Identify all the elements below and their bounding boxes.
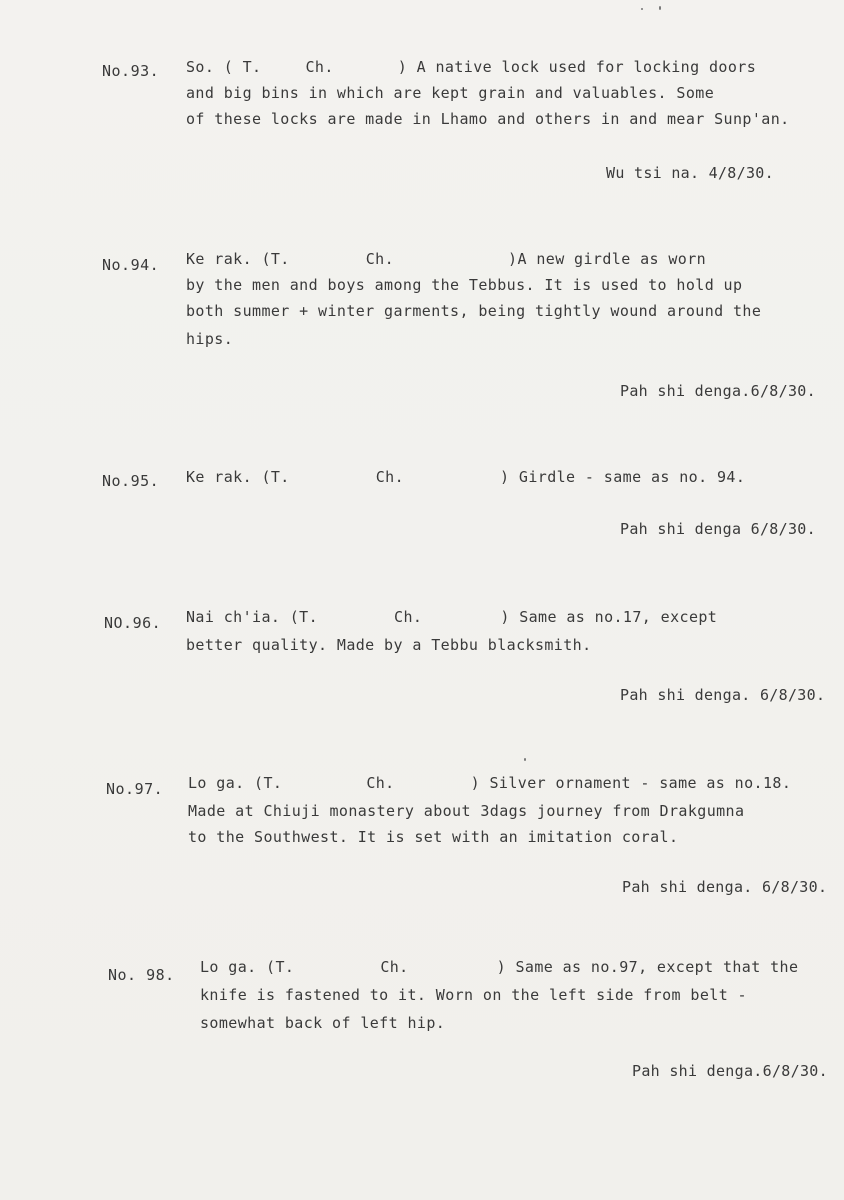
entry-line-1 bbox=[186, 608, 717, 626]
entry-line-3: somewhat back of left hip. bbox=[200, 1014, 446, 1032]
entry-number: No.97. bbox=[106, 780, 164, 798]
entry-line-1 bbox=[200, 958, 798, 976]
entry-number: No. 98. bbox=[108, 966, 175, 984]
paper-speck bbox=[641, 8, 643, 10]
entry-line-2: Made at Chiuji monastery about 3dags journey from Drakgumna bbox=[188, 802, 745, 820]
entry-name: Ke rak. (T. bbox=[186, 468, 290, 486]
entry-line-3: of these locks are made in Lhamo and others in and mear Sunp'an. bbox=[186, 110, 790, 128]
entry-description: )A new girdle as worn bbox=[508, 250, 707, 268]
entry-line-3: to the Southwest. It is set with an imitation coral. bbox=[188, 828, 679, 846]
entry-line-2: and big bins in which are kept grain and valuables. Some bbox=[186, 84, 715, 102]
entry-line-2: by the men and boys among the Tebbus. It is used to hold up bbox=[186, 276, 743, 294]
chinese-label: Ch. bbox=[365, 250, 395, 268]
entry-number: NO.96. bbox=[104, 614, 162, 632]
chinese-label: Ch. bbox=[305, 58, 334, 76]
entry-description: ) A native lock used for locking doors bbox=[397, 58, 757, 76]
entry-line-1 bbox=[186, 58, 756, 76]
entry-line-1 bbox=[186, 250, 706, 268]
paper-speck bbox=[524, 758, 526, 761]
chinese-label: Ch. bbox=[366, 774, 395, 792]
entry-line-2: knife is fastened to it. Worn on the left side from belt - bbox=[200, 986, 747, 1004]
entry-line-1 bbox=[186, 468, 745, 486]
entry-signature: Pah shi denga.6/8/30. bbox=[620, 382, 816, 400]
chinese-label: Ch. bbox=[394, 608, 423, 626]
entry-number: No.93. bbox=[102, 62, 160, 80]
entry-description: ) Same as no.17, except bbox=[500, 608, 718, 626]
entry-number: No.94. bbox=[102, 256, 160, 274]
entry-line-2: better quality. Made by a Tebbu blacksmith. bbox=[186, 636, 592, 654]
entry-line-3: both summer + winter garments, being tightly wound around the bbox=[186, 302, 762, 320]
entry-name: Ke rak. (T. bbox=[186, 250, 290, 268]
entry-description: ) Girdle - same as no. 94. bbox=[500, 468, 746, 486]
entry-signature: Pah shi denga. 6/8/30. bbox=[620, 686, 826, 704]
chinese-label: Ch. bbox=[380, 958, 409, 976]
entry-number: No.95. bbox=[102, 472, 160, 490]
paper-speck bbox=[659, 6, 661, 10]
entry-description: ) Same as no.97, except that the bbox=[496, 958, 799, 976]
chinese-label: Ch. bbox=[375, 468, 405, 486]
entry-signature: Pah shi denga 6/8/30. bbox=[620, 520, 816, 538]
entry-name: So. ( T. bbox=[186, 58, 262, 76]
entry-signature: Pah shi denga.6/8/30. bbox=[632, 1062, 828, 1080]
entry-description: ) Silver ornament - same as no.18. bbox=[470, 774, 792, 792]
entry-name: Nai ch'ia. (T. bbox=[186, 608, 319, 626]
entry-signature: Pah shi denga. 6/8/30. bbox=[622, 878, 828, 896]
entry-line-4: hips. bbox=[186, 330, 234, 348]
entry-line-1 bbox=[188, 774, 791, 792]
entry-name: Lo ga. (T. bbox=[188, 774, 283, 792]
entry-signature: Wu tsi na. 4/8/30. bbox=[606, 164, 774, 182]
entry-name: Lo ga. (T. bbox=[200, 958, 295, 976]
